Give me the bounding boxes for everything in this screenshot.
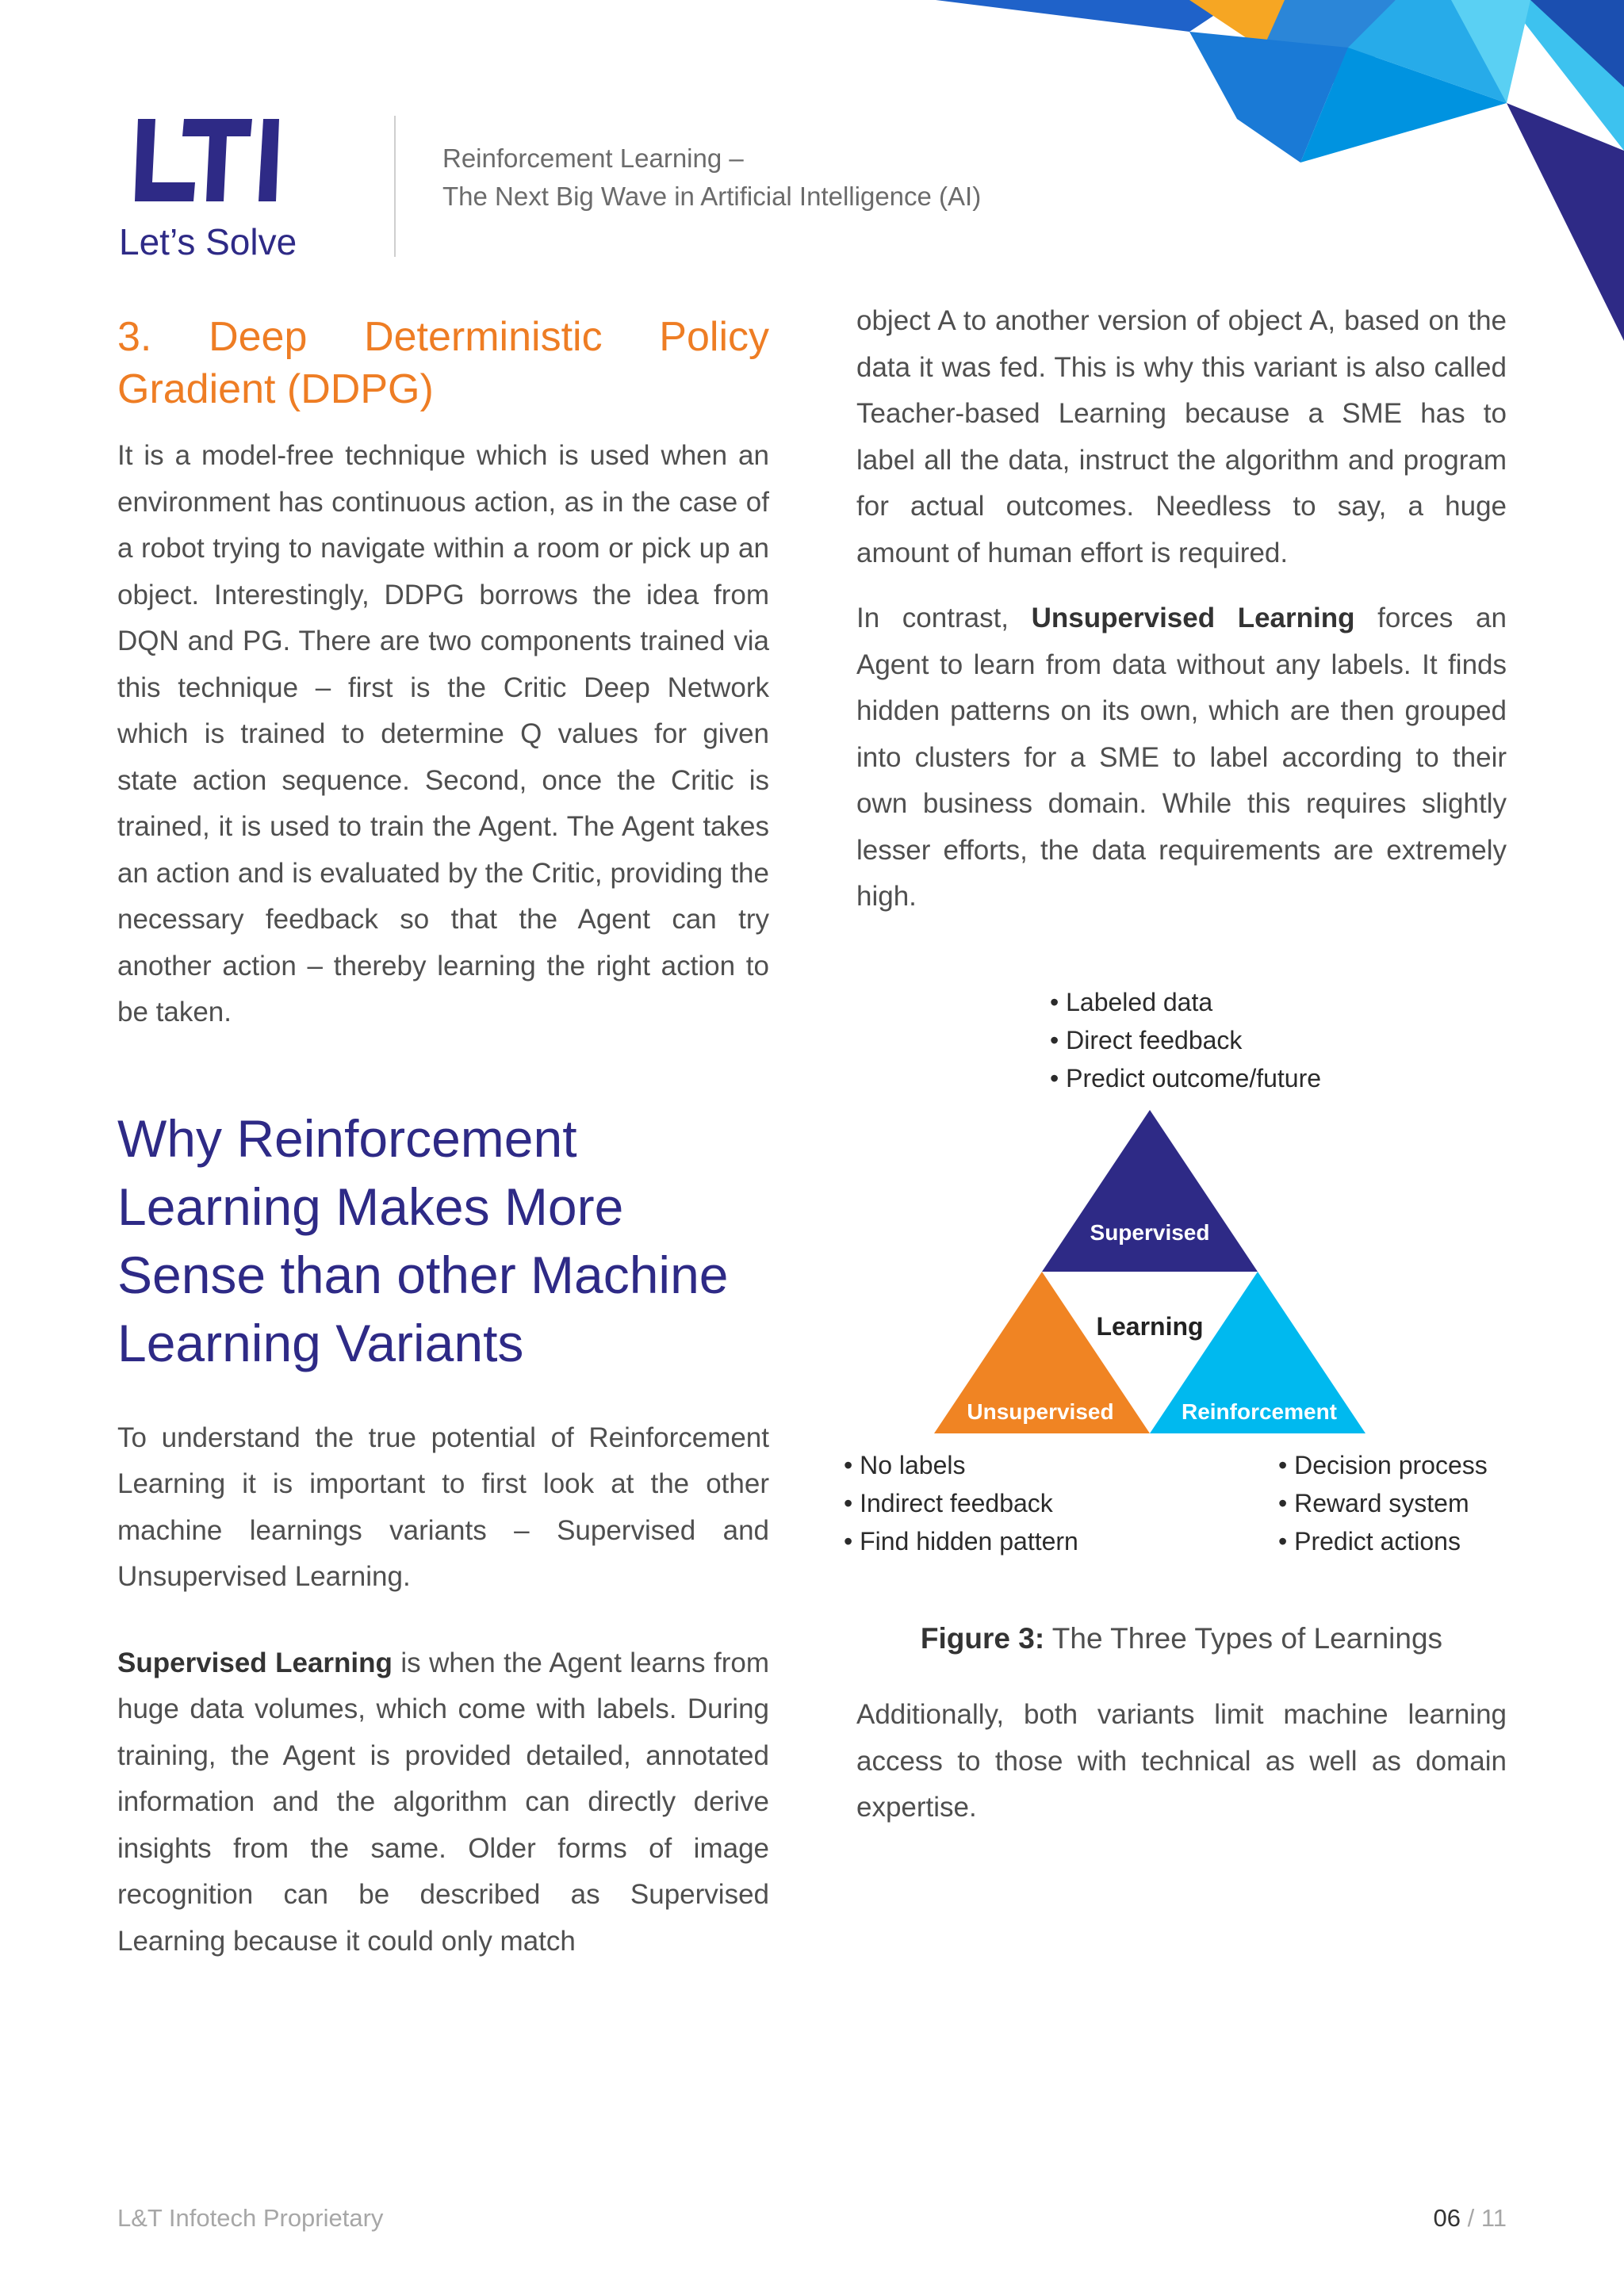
supervised-term: Supervised Learning	[117, 1647, 393, 1678]
ddpg-paragraph: It is a model-free technique which is used when an environment has continuous action, as in the case of a robot trying to navigate within a room or pick up an object. Interestingly, DDPG borrows the idea from DQN and PG. There are two components trained via this technique – first is the Critic Deep Network which is trained to determine Q values for given state action sequence. Second, once the Critic is trained, it is used to train the Agent. The Agent takes an action and is evaluated by the Critic, providing the necessary feedback so that the Agent can try another action – thereby learning the right action to be taken.	[117, 440, 769, 1027]
learning-types-diagram	[841, 983, 1522, 1570]
closing-paragraph: Additionally, both variants limit machine learning access to those with technical as well as domain expertise.	[856, 1699, 1507, 1823]
center-label: Learning	[1096, 1312, 1204, 1341]
continued-paragraph: object A to another version of object A, based on the data it was fed. This is why this variant is also called Teacher-based Learning because a SME has to label all the data, instruct the algorithm and program for actual outcomes. Needless to say, a huge amount of human effort is required.	[856, 305, 1507, 568]
unsupervised-bullet: • No labels	[844, 1446, 1078, 1484]
lti-logo	[135, 119, 279, 205]
unsupervised-bullets	[844, 1446, 1078, 1560]
unsupervised-text: forces an Agent to learn from data without any labels. It finds hidden patterns on its own, which are then grouped into clusters for a SME to label according to their own business domain. While this requires slightly lesser efforts, the data requirements are extremely high.	[856, 603, 1507, 912]
unsupervised-bullet: • Indirect feedback	[844, 1484, 1078, 1522]
unsupervised-term: Unsupervised Learning	[1031, 603, 1355, 633]
supervised-label: Supervised	[1090, 1220, 1210, 1245]
footer-proprietary: L&T Infotech Proprietary	[117, 2204, 384, 2232]
reinforcement-bullet: • Decision process	[1278, 1446, 1488, 1484]
right-column	[856, 305, 1507, 920]
supervised-paragraph	[117, 1640, 769, 1965]
page-separator: /	[1460, 2204, 1481, 2232]
document-title	[442, 140, 981, 216]
logo-tagline: Let’s Solve	[119, 221, 297, 262]
contrast-lead: In contrast,	[856, 603, 1032, 633]
reinforcement-bullet: • Reward system	[1278, 1484, 1488, 1522]
reinforcement-bullet: • Predict actions	[1278, 1522, 1488, 1560]
reinforcement-label: Reinforcement	[1181, 1399, 1338, 1424]
figure-caption-text: The Three Types of Learnings	[1044, 1622, 1443, 1655]
supervised-bullet: • Direct feedback	[1050, 1021, 1321, 1059]
supervised-text: is when the Agent learns from huge data volumes, which come with labels. During training, the Agent is provided detailed, annotated information and the algorithm can directly derive insights from the same. Older forms of image recognition can be described as Supervised Learning because it could only match	[117, 1647, 769, 1957]
figure-caption	[856, 1622, 1507, 1655]
lti-logo-mark	[135, 119, 279, 201]
figure-label: Figure 3:	[920, 1622, 1045, 1655]
page-number	[1433, 2204, 1507, 2233]
unsupervised-paragraph	[856, 595, 1507, 920]
left-column	[117, 311, 769, 1965]
document-title-line1: Reinforcement Learning –	[442, 144, 744, 173]
header-divider	[394, 116, 396, 257]
page-current: 06	[1433, 2204, 1461, 2232]
supervised-bullet: • Labeled data	[1050, 983, 1321, 1021]
supervised-triangle	[1042, 1110, 1258, 1272]
supervised-bullet: • Predict outcome/future	[1050, 1059, 1321, 1097]
section-heading: Why Reinforcement Learning Makes More Sense than other Machine Learning Variants	[117, 1108, 729, 1372]
unsupervised-bullet: • Find hidden pattern	[844, 1522, 1078, 1560]
page-total: 11	[1480, 2204, 1507, 2232]
unsupervised-label: Unsupervised	[967, 1399, 1114, 1424]
reinforcement-bullets	[1278, 1446, 1488, 1560]
ddpg-heading: 3. Deep Deterministic Policy Gradient (DDPG)	[117, 314, 769, 412]
intro-paragraph: To understand the true potential of Reinforcement Learning it is important to first look at the other machine learnings variants – Supervised and Unsupervised Learning.	[117, 1422, 769, 1592]
document-title-line2: The Next Big Wave in Artificial Intelligence (AI)	[442, 182, 982, 211]
